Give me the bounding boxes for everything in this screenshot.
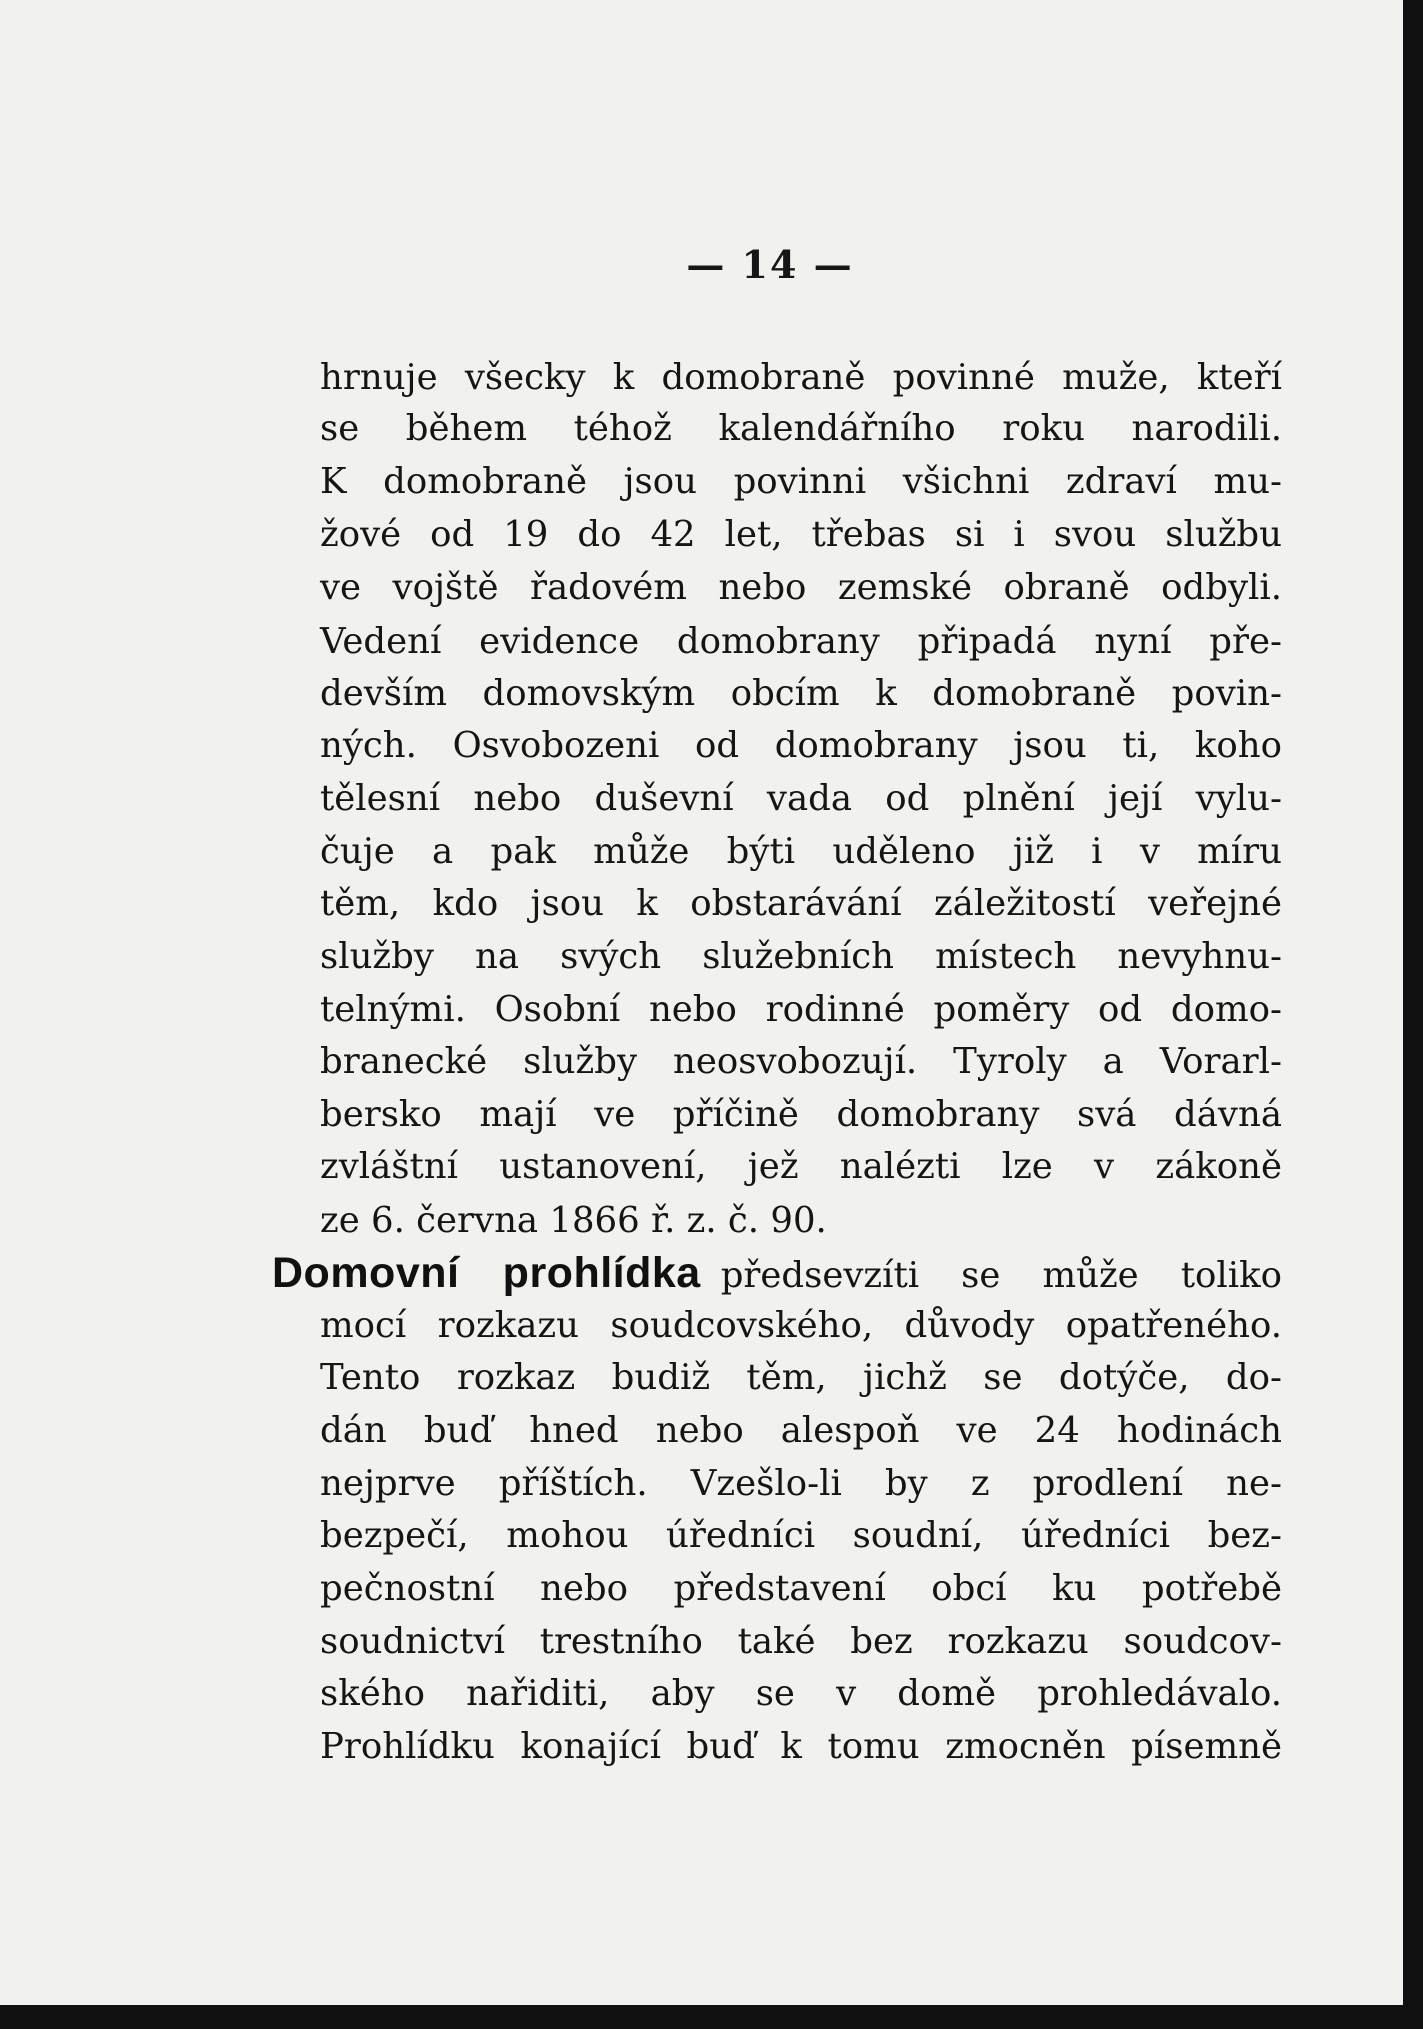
- right-page-edge: [1403, 0, 1423, 2029]
- entry-text-line: Tento rozkaz budiž těm, jichž se dotýče, do-: [320, 1357, 1282, 1398]
- text-line: čuje a pak může býti uděleno již i v míru: [320, 831, 1282, 872]
- entry-title: Domovní prohlídka: [272, 1249, 701, 1297]
- entry-first-line: [272, 1249, 1282, 1297]
- text-line: ze 6. června 1866 ř. z. č. 90.: [320, 1200, 827, 1241]
- text-line: služby na svých služebních místech nevyhnu-: [320, 936, 1282, 977]
- text-line: zvláštní ustanovení, jež nalézti lze v zákoně: [320, 1146, 1282, 1187]
- entry-text-line: dán buď hned nebo alespoň ve 24 hodinách: [320, 1410, 1282, 1451]
- text-line: devším domovským obcím k domobraně povin-: [320, 673, 1282, 714]
- entry-text-line: soudnictví trestního také bez rozkazu soudcov-: [320, 1621, 1282, 1662]
- text-line: hrnuje všecky k domobraně povinné muže, kteří: [320, 357, 1282, 398]
- entry-text-line: nejprve příštích. Vzešlo-li by z prodlení ne-: [320, 1463, 1282, 1504]
- entry-text-line: ského nařiditi, aby se v domě prohledávalo.: [320, 1673, 1282, 1714]
- bottom-page-edge: [0, 2005, 1423, 2029]
- text-line: ve vojště řadovém nebo zemské obraně odbyli.: [320, 567, 1282, 608]
- entry-text-line: mocí rozkazu soudcovského, důvody opatřeného.: [320, 1305, 1282, 1346]
- text-line: ných. Osvobozeni od domobrany jsou ti, koho: [320, 725, 1282, 766]
- page-number: — 14 —: [686, 242, 854, 287]
- entry-text-line: pečnostní nebo představení obcí ku potřebě: [320, 1568, 1282, 1609]
- entry-first-line-text: předsevzíti se může toliko: [720, 1255, 1282, 1296]
- entry-text-line: bezpečí, mohou úředníci soudní, úředníci bez-: [320, 1515, 1282, 1556]
- text-line: těm, kdo jsou k obstarávání záležitostí veřejné: [320, 883, 1282, 924]
- text-line: branecké služby neosvobozují. Tyroly a Vorarl-: [320, 1041, 1282, 1082]
- text-line: K domobraně jsou povinni všichni zdraví mu-: [320, 461, 1282, 502]
- text-line: tělesní nebo duševní vada od plnění její vylu-: [320, 778, 1282, 819]
- entry-text-line: Prohlídku konající buď k tomu zmocněn písemně: [320, 1726, 1282, 1767]
- text-line: žové od 19 do 42 let, třebas si i svou službu: [320, 514, 1282, 555]
- text-line: se během téhož kalendářního roku narodili.: [320, 408, 1282, 449]
- text-line: Vedení evidence domobrany připadá nyní pře-: [320, 621, 1282, 662]
- text-line: bersko mají ve příčině domobrany svá dávná: [320, 1094, 1282, 1135]
- text-line: telnými. Osobní nebo rodinné poměry od domo-: [320, 989, 1282, 1030]
